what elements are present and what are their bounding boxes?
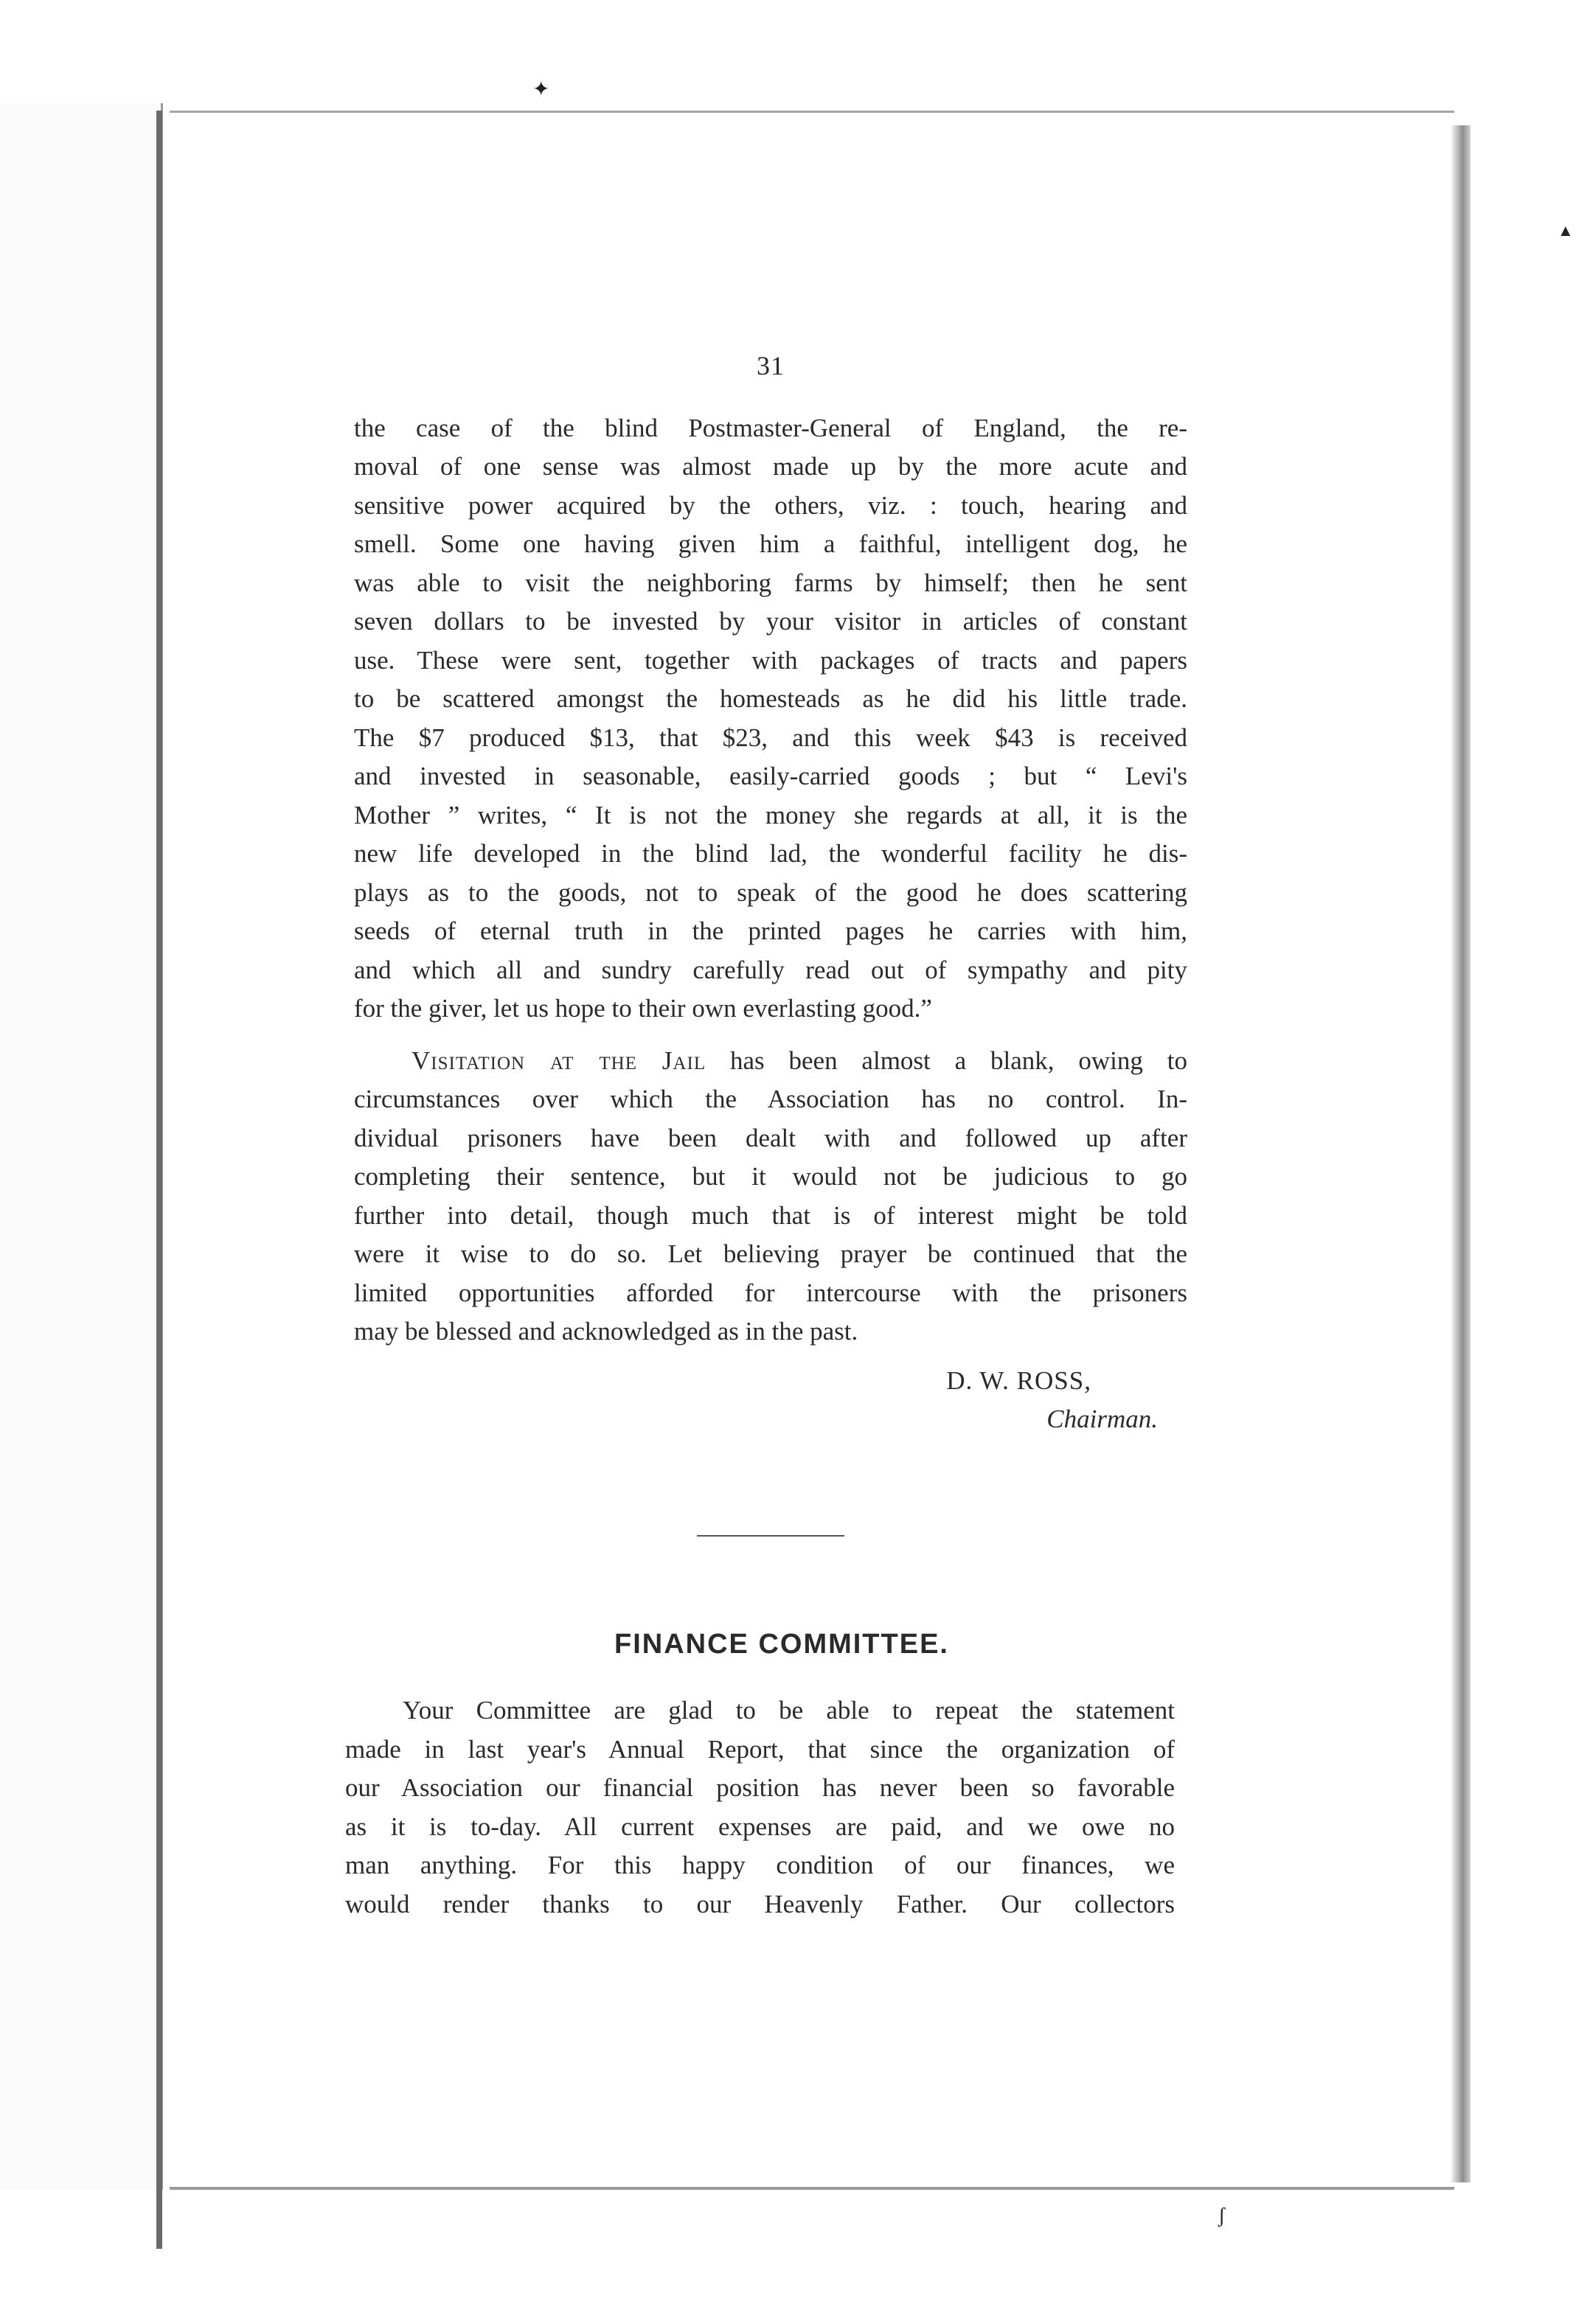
text-line: moval of one sense was almost made up by the more acute and xyxy=(354,452,1187,481)
text-line: to be scattered amongst the homesteads as he did his little trade. xyxy=(354,684,1187,713)
scan-speck: ʃ xyxy=(1218,2205,1226,2227)
previous-page-edge xyxy=(0,103,163,2190)
text-line: further into detail, though much that is of interest might be told xyxy=(354,1200,1187,1230)
text-line: new life developed in the blind lad, the wonderful facility he dis- xyxy=(354,839,1187,868)
text-line: made in last year's Annual Report, that since the organization of xyxy=(345,1734,1175,1764)
text-line: would render thanks to our Heavenly Father. Our collectors xyxy=(345,1889,1175,1918)
text-line: limited opportunities afforded for intercourse with the prisoners xyxy=(354,1278,1187,1307)
signature-name: D. W. ROSS, xyxy=(946,1365,1091,1395)
text-line: and which all and sundry carefully read out of sympathy and pity xyxy=(354,955,1187,984)
text-line: were it wise to do so. Let believing prayer be continued that the xyxy=(354,1239,1187,1268)
paragraph-finance xyxy=(345,1691,1175,1924)
text-line: may be blessed and acknowledged as in the past. xyxy=(354,1317,858,1346)
text-line: The $7 produced $13, that $23, and this week $43 is received xyxy=(354,723,1187,752)
text-line: the case of the blind Postmaster-General of England, the re- xyxy=(354,413,1187,442)
text-line: as it is to-day. All current expenses are paid, and we owe no xyxy=(345,1812,1175,1841)
scan-speck: ▲ xyxy=(1558,221,1574,240)
binding-line xyxy=(156,111,162,2249)
text-line: sensitive power acquired by the others, viz. : touch, hearing and xyxy=(354,490,1187,520)
text-line: dividual prisoners have been dealt with and followed up after xyxy=(354,1123,1187,1152)
text-line: Your Committee are glad to be able to repeat the statement xyxy=(403,1696,1175,1725)
paragraph-blind-lad xyxy=(354,409,1187,1029)
text-line xyxy=(354,1042,1187,1081)
paragraph-jail-visitation xyxy=(354,1042,1187,1351)
text-line: circumstances over which the Association has no control. In- xyxy=(354,1085,1187,1113)
scan-speck: ✦ xyxy=(532,78,550,101)
text-fragment: has been almost a blank, owing to xyxy=(706,1046,1187,1075)
text-line: Mother ” writes, “ It is not the money she regards at all, it is the xyxy=(354,800,1187,829)
section-divider xyxy=(697,1535,844,1537)
text-line: smell. Some one having given him a faithful, intelligent dog, he xyxy=(354,529,1187,558)
text-line: completing their sentence, but it would not be judicious to go xyxy=(354,1162,1187,1191)
text-line: man anything. For this happy condition of our finances, we xyxy=(345,1851,1175,1879)
signature-title: Chairman. xyxy=(1046,1405,1158,1433)
page-side-edge xyxy=(1451,125,1470,2182)
text-line: seven dollars to be invested by your visitor in articles of constant xyxy=(354,607,1187,636)
text-line: and invested in seasonable, easily-carried goods ; but “ Levi's xyxy=(354,762,1187,790)
text-line: plays as to the goods, not to speak of the good he does scattering xyxy=(354,877,1187,907)
text-line: our Association our financial position has never been so favorable xyxy=(345,1773,1175,1802)
text-line: use. These were sent, together with packages of tracts and papers xyxy=(354,645,1187,675)
text-line: for the giver, let us hope to their own everlasting good.” xyxy=(354,994,932,1023)
section-lead-in: Visitation at the Jail xyxy=(411,1046,706,1075)
text-line: seeds of eternal truth in the printed pages he carries with him, xyxy=(354,916,1187,945)
section-heading: FINANCE COMMITTEE. xyxy=(614,1628,949,1660)
page-number: 31 xyxy=(757,351,785,380)
text-line: was able to visit the neighboring farms by himself; then he sent xyxy=(354,568,1187,597)
page-content xyxy=(345,310,1187,1924)
